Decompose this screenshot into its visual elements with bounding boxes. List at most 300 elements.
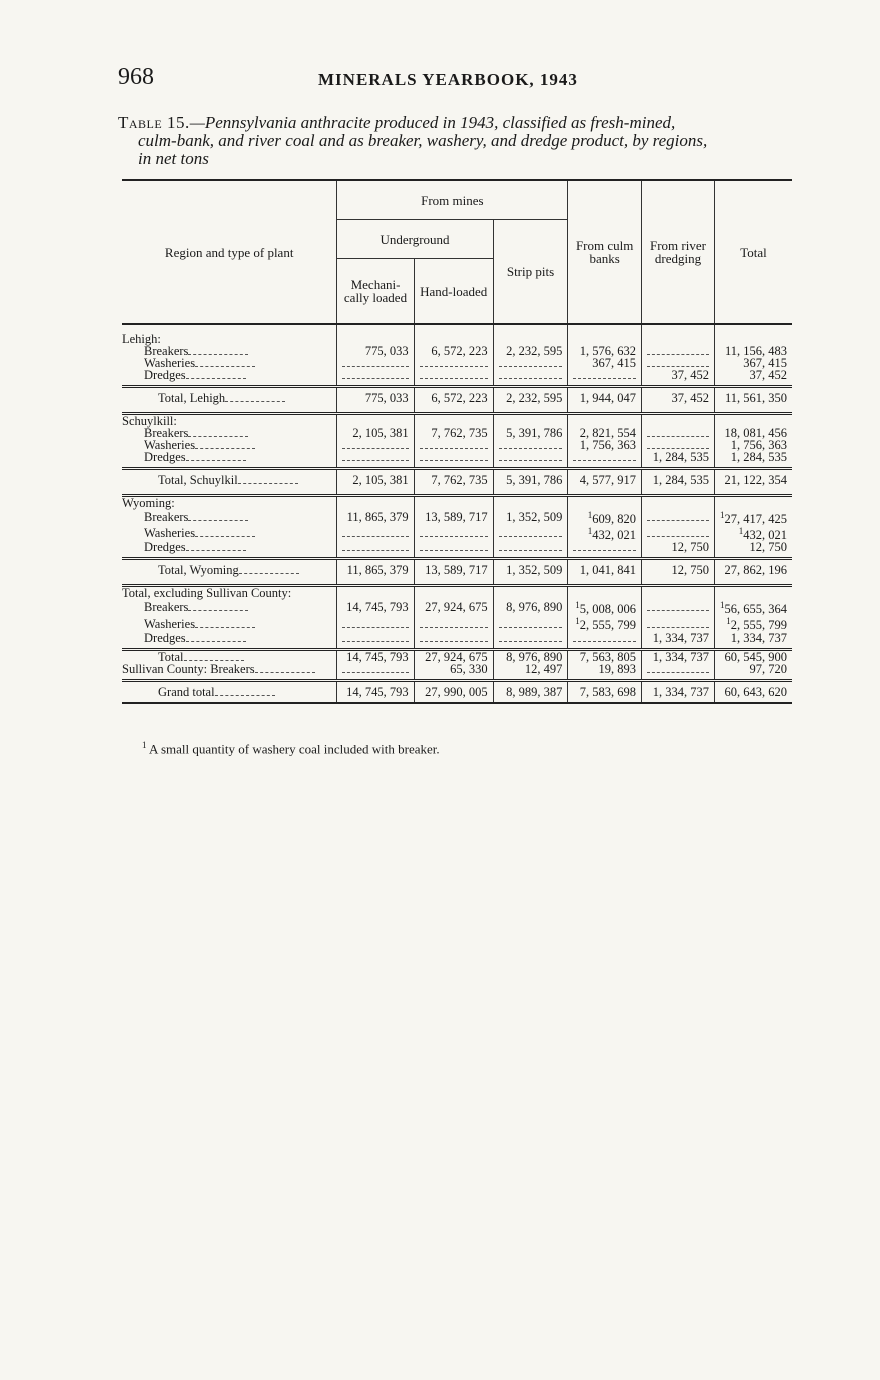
header-total: Total [714, 180, 792, 324]
dot-leader [215, 695, 275, 696]
cell-mech [337, 525, 414, 541]
cell-value: 775, 033 [364, 391, 409, 405]
cell-value: 11, 561, 350 [724, 391, 787, 405]
cell-value: 2, 105, 381 [352, 426, 409, 440]
table-row [122, 345, 792, 357]
cell-value: 27, 417, 425 [724, 512, 787, 527]
cell-culm [568, 451, 642, 463]
row-label [122, 469, 337, 491]
cell-hand [414, 541, 493, 553]
cell-value: 1, 756, 363 [730, 438, 787, 452]
spacer-cell [493, 414, 568, 428]
dot-leader [188, 354, 248, 355]
cell-strip [493, 469, 568, 491]
row-label [122, 615, 337, 631]
row-label-text: Dredges [144, 630, 186, 645]
row-label [122, 525, 337, 541]
cell-value: 1, 352, 509 [506, 563, 563, 578]
cell-value: 432, 021 [743, 528, 787, 543]
cell-strip [493, 559, 568, 581]
empty-leader [647, 428, 709, 437]
cell-value: 7, 762, 735 [431, 426, 488, 440]
empty-leader [573, 633, 636, 642]
spacer-cell [642, 414, 715, 428]
table-row [122, 559, 792, 581]
table-row [122, 387, 792, 409]
header-region: Region and type of plant [122, 180, 337, 324]
cell-total [714, 469, 792, 491]
empty-leader [647, 602, 709, 611]
group-heading-row [122, 496, 792, 510]
cell-mech [337, 387, 414, 409]
cell-culm [568, 369, 642, 381]
cell-river [642, 345, 715, 357]
empty-leader [499, 440, 563, 449]
empty-leader [499, 358, 563, 367]
cell-value: 1, 944, 047 [579, 391, 636, 405]
row-label-text: Total, Lehigh [158, 391, 226, 405]
dot-leader [225, 401, 285, 402]
cell-total [714, 663, 792, 675]
cell-value: 27, 990, 005 [425, 684, 488, 699]
caption-line-3: in net tons [138, 149, 209, 168]
cell-value: 609, 820 [592, 512, 636, 527]
cell-value: 37, 452 [749, 368, 787, 382]
cell-hand [414, 451, 493, 463]
table-row [122, 369, 792, 381]
table-row [122, 469, 792, 491]
cell-value: 1, 284, 535 [730, 450, 787, 464]
empty-leader [342, 452, 408, 461]
row-label-text: Total, Schuylkil [158, 473, 238, 487]
cell-value: 1, 041, 841 [579, 563, 636, 578]
cell-mech [337, 615, 414, 631]
cell-hand [414, 427, 493, 439]
cell-culm [568, 680, 642, 703]
cell-value: 2, 821, 554 [579, 426, 636, 440]
cell-value: 18, 081, 456 [724, 426, 787, 440]
cell-mech [337, 439, 414, 451]
cell-strip [493, 541, 568, 553]
dot-leader [186, 550, 246, 551]
dot-leader [184, 660, 244, 661]
cell-strip [493, 509, 568, 525]
cell-value: 11, 865, 379 [346, 563, 409, 578]
cell-mech [337, 469, 414, 491]
table-caption [118, 114, 794, 168]
cell-culm [568, 541, 642, 553]
spacer-cell [642, 496, 715, 510]
row-label-text: Dredges [144, 540, 186, 555]
row-label-text: Washeries [144, 356, 196, 370]
table-row [122, 451, 792, 463]
cell-value: 1, 334, 737 [652, 684, 709, 699]
empty-leader [647, 440, 709, 449]
cell-value: 432, 021 [592, 528, 636, 543]
header-underground: Underground [337, 220, 493, 259]
footnote [142, 740, 440, 757]
empty-leader [420, 440, 488, 449]
cell-value: 1, 334, 737 [730, 630, 787, 645]
cell-river [642, 559, 715, 581]
spacer-cell [493, 586, 568, 600]
dot-leader [186, 460, 246, 461]
spacer-cell [642, 333, 715, 345]
cell-strip [493, 345, 568, 357]
spacer-cell [337, 414, 414, 428]
cell-value: 60, 643, 620 [724, 684, 787, 699]
spacer-cell [414, 496, 493, 510]
cell-culm [568, 469, 642, 491]
cell-river [642, 541, 715, 553]
cell-value: 2, 105, 381 [352, 473, 409, 487]
cell-value: 11, 156, 483 [724, 344, 787, 358]
cell-value: 12, 750 [749, 540, 787, 555]
empty-leader [342, 664, 408, 673]
cell-value: 367, 415 [592, 356, 636, 370]
spacer-cell [568, 586, 642, 600]
spacer-cell [714, 496, 792, 510]
spacer-cell [642, 586, 715, 600]
cell-total [714, 649, 792, 663]
cell-value: 97, 720 [749, 661, 787, 676]
empty-leader [420, 633, 488, 642]
cell-strip [493, 369, 568, 381]
footnote-ref: 1 [720, 600, 725, 611]
header-hand: Hand-loaded [414, 259, 493, 325]
header-strip: Strip pits [493, 220, 568, 325]
empty-leader [420, 542, 488, 551]
spacer-cell [568, 414, 642, 428]
cell-value: 14, 745, 793 [346, 649, 409, 664]
row-label-text: Sullivan County: Breakers [122, 661, 255, 676]
cell-value: 2, 232, 595 [506, 344, 563, 358]
cell-culm [568, 525, 642, 541]
cell-strip [493, 632, 568, 644]
empty-leader [573, 542, 636, 551]
cell-culm [568, 615, 642, 631]
cell-total [714, 509, 792, 525]
cell-strip [493, 439, 568, 451]
cell-strip [493, 387, 568, 409]
cell-value: 5, 008, 006 [579, 602, 636, 617]
cell-mech [337, 649, 414, 663]
empty-leader [342, 619, 408, 628]
empty-leader [573, 370, 636, 379]
row-label [122, 663, 337, 675]
cell-value: 2, 232, 595 [506, 391, 563, 405]
dot-leader [188, 610, 248, 611]
empty-leader [647, 346, 709, 355]
dot-leader [195, 627, 255, 628]
cell-value: 14, 745, 793 [346, 684, 409, 699]
cell-value: 7, 762, 735 [431, 473, 488, 487]
cell-hand [414, 357, 493, 369]
dot-leader [188, 436, 248, 437]
table-row [122, 427, 792, 439]
row-label [122, 451, 337, 463]
page-number: 968 [118, 64, 154, 90]
cell-value: 13, 589, 717 [425, 563, 488, 578]
cell-river [642, 509, 715, 525]
dot-leader [255, 672, 315, 673]
cell-river [642, 469, 715, 491]
empty-leader [499, 452, 563, 461]
header-culm: From culm banks [568, 180, 642, 324]
table-row [122, 632, 792, 644]
cell-value: 21, 122, 354 [724, 473, 787, 487]
cell-hand [414, 599, 493, 615]
cell-total [714, 559, 792, 581]
row-label-text: Grand total [158, 684, 215, 699]
cell-mech [337, 427, 414, 439]
group-heading: Total, excluding Sullivan County: [122, 586, 292, 601]
cell-strip [493, 357, 568, 369]
footnote-ref: 1 [575, 616, 580, 627]
empty-leader [499, 370, 563, 379]
dot-leader [186, 641, 246, 642]
cell-value: 367, 415 [743, 356, 787, 370]
footnote-ref: 1 [726, 616, 731, 627]
cell-value: 5, 391, 786 [506, 473, 563, 487]
caption-line-2: culm-bank, and river coal and as breaker, washery, and dredge product, by regions, [138, 131, 708, 150]
cell-hand [414, 369, 493, 381]
spacer-cell [568, 496, 642, 510]
cell-value: 6, 572, 223 [431, 344, 488, 358]
cell-mech [337, 559, 414, 581]
cell-value: 19, 893 [598, 661, 636, 676]
header-from-mines: From mines [337, 180, 568, 220]
cell-hand [414, 559, 493, 581]
cell-strip [493, 615, 568, 631]
empty-leader [342, 440, 408, 449]
cell-hand [414, 649, 493, 663]
row-label-text: Washeries [144, 526, 196, 541]
cell-value: 8, 976, 890 [506, 600, 563, 615]
cell-hand [414, 509, 493, 525]
cell-value: 60, 545, 900 [724, 649, 787, 664]
empty-leader [499, 619, 563, 628]
cell-river [642, 427, 715, 439]
group-heading: Schuylkill: [122, 414, 177, 428]
cell-value: 37, 452 [671, 391, 709, 405]
cell-value: 27, 924, 675 [425, 649, 488, 664]
footnote-marker: 1 [142, 740, 147, 750]
table-row [122, 663, 792, 675]
row-label [122, 559, 337, 581]
footnote-ref: 1 [587, 510, 593, 520]
row-label [122, 599, 337, 615]
cell-river [642, 387, 715, 409]
cell-value: 37, 452 [671, 368, 709, 382]
empty-leader [647, 358, 709, 367]
cell-culm [568, 559, 642, 581]
cell-strip [493, 680, 568, 703]
cell-value: 11, 865, 379 [346, 510, 409, 525]
footnote-ref: 1 [738, 526, 744, 537]
cell-value: 5, 391, 786 [506, 426, 563, 440]
cell-total [714, 451, 792, 463]
cell-total [714, 680, 792, 703]
empty-leader [420, 452, 488, 461]
dot-leader [195, 366, 255, 367]
group-heading-row [122, 586, 792, 600]
dot-leader [238, 483, 298, 484]
cell-total [714, 615, 792, 631]
cell-hand [414, 680, 493, 703]
row-label [122, 369, 337, 381]
cell-hand [414, 663, 493, 675]
row-label [122, 509, 337, 525]
row-label-text: Dredges [144, 368, 186, 382]
row-label [122, 649, 337, 663]
cell-value: 7, 563, 805 [579, 649, 636, 664]
cell-mech [337, 451, 414, 463]
spacer-cell [714, 586, 792, 600]
cell-river [642, 680, 715, 703]
row-label-text: Breakers [144, 344, 189, 358]
cell-value: 1, 576, 632 [579, 344, 636, 358]
cell-mech [337, 663, 414, 675]
cell-value: 12, 750 [671, 563, 709, 578]
row-label [122, 632, 337, 644]
footnote-text: A small quantity of washery coal included with breaker. [149, 741, 440, 757]
empty-leader [499, 542, 563, 551]
table-row [122, 615, 792, 631]
row-label-text: Total, Wyoming [158, 563, 239, 578]
cell-value: 13, 589, 717 [425, 510, 488, 525]
empty-leader [420, 370, 488, 379]
cell-value: 7, 583, 698 [579, 684, 636, 699]
cell-value: 1, 756, 363 [579, 438, 636, 452]
table-row [122, 541, 792, 553]
cell-total [714, 525, 792, 541]
empty-leader [342, 370, 408, 379]
cell-river [642, 649, 715, 663]
row-label [122, 387, 337, 409]
caption-lead: Table 15. [118, 113, 190, 132]
cell-mech [337, 509, 414, 525]
cell-value: 2, 555, 799 [730, 618, 787, 633]
empty-leader [573, 452, 636, 461]
footnote-ref: 1 [720, 510, 725, 520]
table-body [122, 324, 792, 703]
spacer-cell [337, 586, 414, 600]
footnote-ref: 1 [575, 600, 580, 611]
row-label-text: Total [158, 649, 184, 664]
table-row [122, 525, 792, 541]
cell-value: 8, 976, 890 [506, 649, 563, 664]
cell-strip [493, 599, 568, 615]
cell-value: 27, 924, 675 [425, 600, 488, 615]
cell-strip [493, 451, 568, 463]
cell-strip [493, 649, 568, 663]
cell-value: 8, 989, 387 [506, 684, 563, 699]
dot-leader [195, 448, 255, 449]
group-heading: Lehigh: [122, 332, 161, 346]
cell-culm [568, 632, 642, 644]
cell-culm [568, 663, 642, 675]
row-label-text: Breakers [144, 600, 189, 615]
cell-strip [493, 427, 568, 439]
cell-value: 4, 577, 917 [579, 473, 636, 487]
cell-strip [493, 525, 568, 541]
row-label [122, 541, 337, 553]
row-label-text: Breakers [144, 510, 189, 525]
dot-leader [188, 520, 248, 521]
anthracite-table [122, 179, 792, 704]
footnote-ref: 1 [587, 526, 593, 537]
cell-culm [568, 509, 642, 525]
cell-mech [337, 357, 414, 369]
cell-hand [414, 525, 493, 541]
group-heading-row [122, 414, 792, 428]
empty-leader [342, 633, 408, 642]
cell-hand [414, 387, 493, 409]
spacer-cell [714, 414, 792, 428]
empty-leader [647, 528, 709, 537]
cell-hand [414, 345, 493, 357]
table-row [122, 599, 792, 615]
table-row [122, 509, 792, 525]
row-label-text: Washeries [144, 616, 196, 631]
empty-leader [420, 619, 488, 628]
table-row [122, 680, 792, 703]
empty-leader [342, 528, 408, 537]
empty-leader [420, 358, 488, 367]
spacer-cell [414, 414, 493, 428]
group-heading: Wyoming: [122, 496, 175, 510]
cell-river [642, 615, 715, 631]
cell-hand [414, 632, 493, 644]
cell-value: 2, 555, 799 [579, 618, 636, 633]
cell-hand [414, 615, 493, 631]
empty-leader [420, 528, 488, 537]
row-label-text: Dredges [144, 450, 186, 464]
empty-leader [342, 358, 408, 367]
cell-value: 1, 334, 737 [652, 630, 709, 645]
cell-value: 12, 750 [671, 540, 709, 555]
cell-culm [568, 439, 642, 451]
cell-total [714, 632, 792, 644]
table-row [122, 649, 792, 663]
cell-total [714, 387, 792, 409]
cell-total [714, 541, 792, 553]
empty-leader [647, 664, 709, 673]
row-label [122, 680, 337, 703]
empty-leader [647, 619, 709, 628]
cell-river [642, 599, 715, 615]
cell-culm [568, 387, 642, 409]
cell-river [642, 525, 715, 541]
cell-value: 14, 745, 793 [346, 600, 409, 615]
header-mech: Mechani-cally loaded [337, 259, 414, 325]
cell-mech [337, 541, 414, 553]
cell-total [714, 599, 792, 615]
cell-mech [337, 599, 414, 615]
cell-hand [414, 439, 493, 451]
dot-leader [239, 573, 299, 574]
cell-river [642, 451, 715, 463]
empty-leader [499, 633, 563, 642]
cell-culm [568, 357, 642, 369]
cell-culm [568, 599, 642, 615]
cell-total [714, 369, 792, 381]
header-river: From river dredging [642, 180, 715, 324]
cell-value: 1, 352, 509 [506, 510, 563, 525]
row-label-text: Washeries [144, 438, 196, 452]
cell-culm [568, 649, 642, 663]
